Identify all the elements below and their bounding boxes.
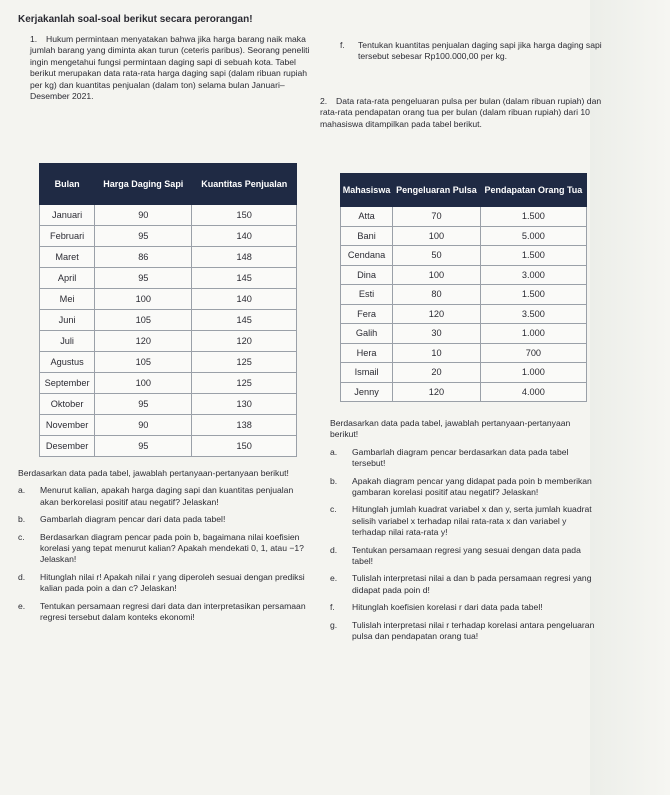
table-cell: 125 [192,352,297,373]
table-row [341,207,587,227]
table-cell: 1.500 [480,207,586,227]
table-row [40,205,297,226]
table-cell: 138 [192,415,297,436]
table-cell: 95 [95,268,192,289]
table-row [341,363,587,383]
table-cell: 148 [192,247,297,268]
table-row [40,373,297,394]
table-cell: September [40,373,95,394]
table-header: Pendapatan Orang Tua [480,174,586,207]
table-row [341,304,587,324]
table-row [341,226,587,246]
table-header: Kuantitas Penjualan [192,164,297,205]
table-row [341,324,587,344]
question-item [330,447,595,470]
table-row [40,415,297,436]
table-cell: 120 [192,331,297,352]
table-cell: 100 [393,226,481,246]
table-cell: Mei [40,289,95,310]
question-label: a. [330,446,338,457]
table-row [341,343,587,363]
table-cell: 30 [393,324,481,344]
question-item [330,476,595,499]
table-cell: 1.500 [480,285,586,305]
table-row [40,394,297,415]
question-item [330,573,595,596]
table-cell: 150 [192,205,297,226]
question-text: Hitunglah nilai r! Apakah nilai r yang diperoleh sesuai dengan prediksi kalian pada poin a dan c? Jelaskan! [40,571,305,594]
question-item [330,602,595,613]
question-item [330,504,595,538]
table-cell: 1.000 [480,363,586,383]
problem-1-intro-text: Hukum permintaan menyatakan bahwa jika harga barang naik maka jumlah barang yang diminta akan turun (ceteris paribus). Seorang peneliti ingin mengetahui fungsi permintaan daging sapi di sebuah kota. Tabel berikut merupakan data rata-rata harga daging sapi (dalam ribuan rupiah per kg) dan kuantitas penjualan (dalam ton) selama bulan Januari–Desember 2021. [30,34,310,102]
table-row [40,289,297,310]
question-text: Berdasarkan diagram pencar pada poin b, bagaimana nilai koefisien korelasi yang tepat menurut kalian? Apakah mendekati 0, 1, atau −1? Jelaskan! [40,531,304,565]
table-row [40,352,297,373]
question-text: Menurut kalian, apakah harga daging sapi dan kuantitas penjualan akan berkorelasi positif atau negatif? Jelaskan! [40,485,294,507]
table-cell: Februari [40,226,95,247]
table-cell: 90 [95,205,192,226]
table-row [40,268,297,289]
table-row [341,285,587,305]
table-cell: 50 [393,246,481,266]
problem-1-number: 1. [30,34,38,44]
table-row [341,382,587,402]
question-item [18,532,308,566]
question-text: Tentukan persamaan regresi yang sesuai dengan data pada tabel! [352,544,581,567]
question-label: c. [330,504,337,515]
question-text: Tulislah interpretasi nilai r terhadap korelasi antara pengeluaran pulsa dan pendapatan orang tua! [352,619,595,642]
question-label: b. [330,475,338,486]
beef-price-table [39,163,297,457]
table-cell: Cendana [341,246,393,266]
table-header: Mahasiswa [341,174,393,207]
table-cell: Januari [40,205,95,226]
table-cell: Jenny [341,382,393,402]
table-header: Pengeluaran Pulsa [393,174,481,207]
question-text: Gambarlah diagram pencar berdasarkan data pada tabel tersebut! [352,446,569,469]
table-cell: 70 [393,207,481,227]
question-text: Hitunglah koefisien korelasi r dari data pada tabel! [352,602,543,613]
table-cell: April [40,268,95,289]
table-row [40,226,297,247]
page-heading: Kerjakanlah soal-soal berikut secara perorangan! [18,14,253,25]
problem-2-questions [330,418,595,643]
table-cell: 95 [95,394,192,415]
problem-2-number: 2. [320,96,328,106]
table-cell: 4.000 [480,382,586,402]
table-cell: Dina [341,265,393,285]
question-label: b. [18,514,26,525]
table-cell: Maret [40,247,95,268]
table-cell: 140 [192,289,297,310]
problem-1-questions [18,468,308,623]
problem-1-intro [30,34,310,102]
table-cell: 20 [393,363,481,383]
table-row [40,310,297,331]
question-label: g. [330,619,338,630]
question-text: Tentukan persamaan regresi dari data dan interpretasikan persamaan regresi tersebut dalam konteks ekonomi! [40,600,306,623]
table-cell: Juni [40,310,95,331]
table-cell: 5.000 [480,226,586,246]
question-intro: Berdasarkan data pada tabel, jawablah pertanyaan-pertanyaan berikut! [330,418,571,440]
table-cell: 100 [95,373,192,394]
table-header: Harga Daging Sapi [95,164,192,205]
table-cell: 140 [192,226,297,247]
question-label: f. [330,602,335,613]
problem-1-question-f [340,40,605,63]
question-text: Tentukan kuantitas penjualan daging sapi jika harga daging sapi tersebut sebesar Rp100.000,00 per kg. [358,40,602,62]
table-cell: Galih [341,324,393,344]
table-cell: 95 [95,436,192,457]
question-label: f. [340,40,345,50]
table-row [341,246,587,266]
question-label: e. [18,600,26,611]
table-cell: Bani [341,226,393,246]
table-cell: 105 [95,352,192,373]
table-cell: 100 [393,265,481,285]
question-text: Hitunglah jumlah kuadrat variabel x dan y, serta jumlah kuadrat selisih variabel x terhadap nilai rata-rata x dan variabel y terhadap nilai rata-rata y! [352,504,592,538]
table-cell: 95 [95,226,192,247]
question-label: e. [330,573,338,584]
question-intro: Berdasarkan data pada tabel, jawablah pertanyaan-pertanyaan berikut! [18,468,289,478]
table-cell: Desember [40,436,95,457]
question-item [18,601,308,624]
table-cell: 120 [393,304,481,324]
table-cell: November [40,415,95,436]
question-item [330,620,595,643]
table-cell: Juli [40,331,95,352]
table-header: Bulan [40,164,95,205]
question-text: Tulislah interpretasi nilai a dan b pada persamaan regresi yang didapat pada poin d! [352,573,592,595]
table-cell: 145 [192,268,297,289]
question-item [330,545,595,568]
table-cell: 120 [95,331,192,352]
table-cell: 105 [95,310,192,331]
question-text: Gambarlah diagram pencar dari data pada tabel! [40,514,226,525]
table-row [341,265,587,285]
table-cell: 100 [95,289,192,310]
table-cell: Agustus [40,352,95,373]
table-row [40,331,297,352]
table-cell: 120 [393,382,481,402]
table-cell: 86 [95,247,192,268]
question-item [18,514,308,525]
table-cell: 125 [192,373,297,394]
table-cell: Esti [341,285,393,305]
table-cell: 145 [192,310,297,331]
phone-credit-table [340,173,587,402]
question-text: Apakah diagram pencar yang didapat pada poin b memberikan gambaran korelasi positif atau negatif? Jelaskan! [352,475,592,498]
table-cell: Ismail [341,363,393,383]
question-label: d. [330,544,338,555]
table-cell: 130 [192,394,297,415]
table-row [40,247,297,268]
table-cell: 3.000 [480,265,586,285]
table-cell: 3.500 [480,304,586,324]
table-cell: 90 [95,415,192,436]
table-cell: 1.500 [480,246,586,266]
table-cell: 10 [393,343,481,363]
table-cell: 150 [192,436,297,457]
question-label: a. [18,485,26,496]
question-label: d. [18,571,26,582]
table-cell: Hera [341,343,393,363]
table-cell: Oktober [40,394,95,415]
table-cell: 700 [480,343,586,363]
question-item [18,572,308,595]
table-cell: Atta [341,207,393,227]
table-cell: 80 [393,285,481,305]
question-label: c. [18,531,25,542]
table-cell: 1.000 [480,324,586,344]
problem-2-intro-text: Data rata-rata pengeluaran pulsa per bulan (dalam ribuan rupiah) dan rata-rata pendapatan orang tua per bulan (dalam ribuan rupiah) dari 10 mahasiswa ditampilkan pada tabel berikut. [320,96,602,129]
table-cell: Fera [341,304,393,324]
table-row [40,436,297,457]
problem-2-intro [320,96,605,130]
question-item [18,485,308,508]
